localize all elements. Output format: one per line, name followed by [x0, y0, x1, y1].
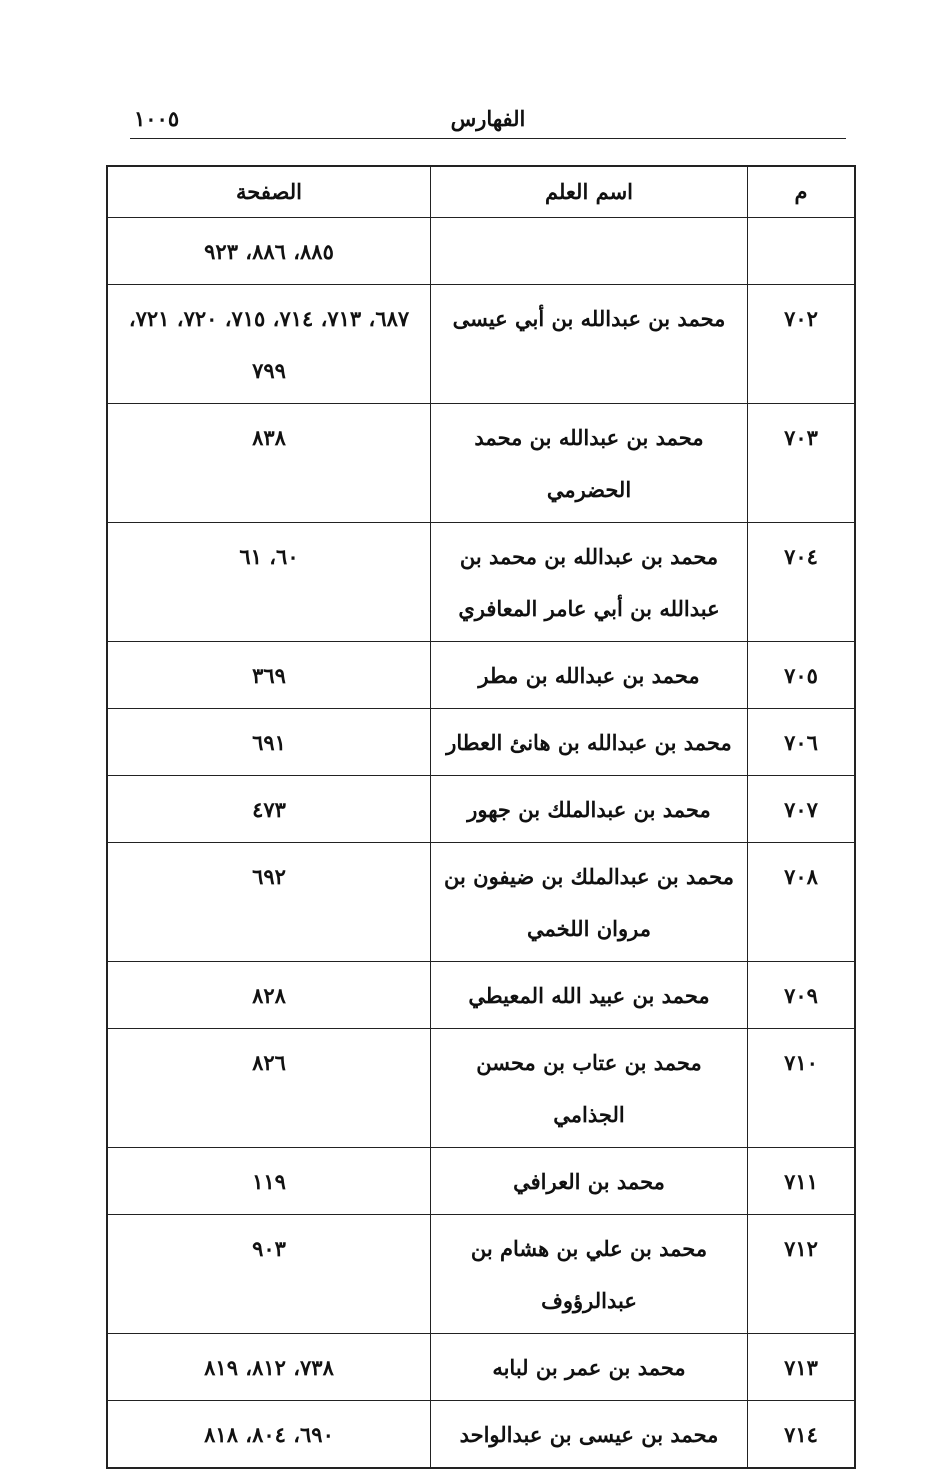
table-row	[107, 1148, 855, 1215]
row-pages: ٨٨٥، ٨٨٦، ٩٢٣	[107, 218, 431, 285]
row-pages: ٦٩٢	[107, 843, 431, 962]
row-pages: ١١٩	[107, 1148, 431, 1215]
table-row	[107, 285, 855, 404]
index-table	[106, 165, 856, 1469]
page-title: الفهارس	[450, 106, 526, 131]
row-pages: ٨٣٨	[107, 404, 431, 523]
row-pages: ٣٦٩	[107, 642, 431, 709]
table-row	[107, 962, 855, 1029]
row-name: محمد بن العرافي	[431, 1148, 748, 1215]
row-name: محمد بن عبدالله بن محمد بن عبدالله بن أبي عامر المعافري	[431, 523, 748, 642]
row-number: ٧٠٣	[748, 404, 856, 523]
table-row	[107, 709, 855, 776]
row-pages: ٦٨٧، ٧١٣، ٧١٤، ٧١٥، ٧٢٠، ٧٢١، ٧٩٩	[107, 285, 431, 404]
page-number: ١٠٠٥	[134, 106, 180, 131]
table-row	[107, 1029, 855, 1148]
table-row	[107, 843, 855, 962]
row-pages: ٦٩١	[107, 709, 431, 776]
table-row	[107, 523, 855, 642]
row-pages: ٩٠٣	[107, 1215, 431, 1334]
row-name: محمد بن عبدالملك بن جهور	[431, 776, 748, 843]
row-name: محمد بن عمر بن لبابه	[431, 1334, 748, 1401]
row-name: محمد بن عبدالله بن هانئ العطار	[431, 709, 748, 776]
table-row	[107, 1215, 855, 1334]
table-row	[107, 1401, 855, 1469]
row-number	[748, 218, 856, 285]
table-row	[107, 776, 855, 843]
row-number: ٧١٢	[748, 1215, 856, 1334]
table-row	[107, 218, 855, 285]
row-name	[431, 218, 748, 285]
row-name: محمد بن عيسى بن عبدالواحد	[431, 1401, 748, 1469]
table-row	[107, 642, 855, 709]
row-name: محمد بن عبدالله بن أبي عيسى	[431, 285, 748, 404]
column-header-number: م	[748, 166, 856, 218]
row-number: ٧٠٥	[748, 642, 856, 709]
table-row	[107, 1334, 855, 1401]
row-number: ٧١٠	[748, 1029, 856, 1148]
table-header-row	[107, 166, 855, 218]
row-number: ٧١١	[748, 1148, 856, 1215]
row-number: ٧٠٢	[748, 285, 856, 404]
row-name: محمد بن عبدالملك بن ضيفون بن مروان اللخمي	[431, 843, 748, 962]
row-number: ٧١٣	[748, 1334, 856, 1401]
row-number: ٧٠٧	[748, 776, 856, 843]
row-pages: ٤٧٣	[107, 776, 431, 843]
row-number: ٧١٤	[748, 1401, 856, 1469]
row-pages: ٦٩٠، ٨٠٤، ٨١٨	[107, 1401, 431, 1469]
row-name: محمد بن عبدالله بن مطر	[431, 642, 748, 709]
row-pages: ٨٢٦	[107, 1029, 431, 1148]
row-number: ٧٠٩	[748, 962, 856, 1029]
row-pages: ٦٠، ٦١	[107, 523, 431, 642]
column-header-name: اسم العلم	[431, 166, 748, 218]
row-name: محمد بن علي بن هشام بن عبدالرؤوف	[431, 1215, 748, 1334]
row-number: ٧٠٦	[748, 709, 856, 776]
row-name: محمد بن عبيد الله المعيطي	[431, 962, 748, 1029]
row-pages: ٨٢٨	[107, 962, 431, 1029]
row-number: ٧٠٤	[748, 523, 856, 642]
row-name: محمد بن عتاب بن محسن الجذامي	[431, 1029, 748, 1148]
row-number: ٧٠٨	[748, 843, 856, 962]
row-pages: ٧٣٨، ٨١٢، ٨١٩	[107, 1334, 431, 1401]
table-row	[107, 404, 855, 523]
page-header	[130, 104, 846, 139]
row-name: محمد بن عبدالله بن محمد الحضرمي	[431, 404, 748, 523]
column-header-pages: الصفحة	[107, 166, 431, 218]
